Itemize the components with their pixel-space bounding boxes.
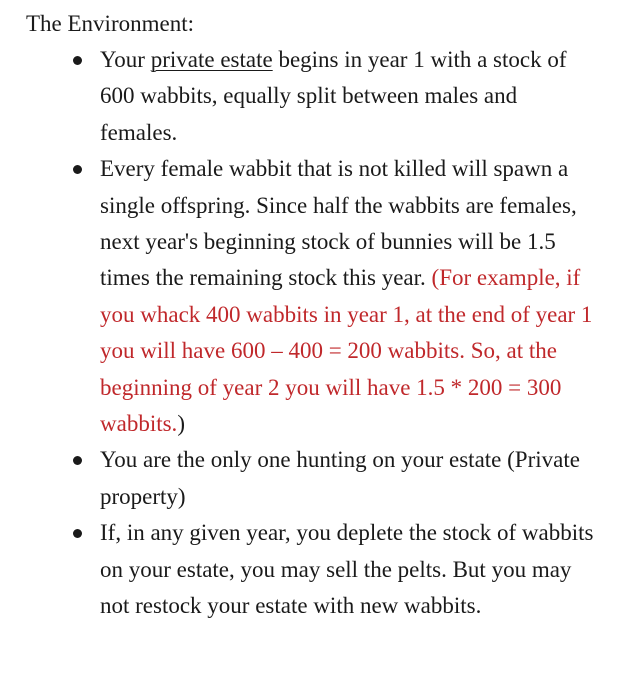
example-paren-open: (: [431, 265, 440, 291]
environment-bullet-list: [26, 42, 606, 625]
bullet-text-start: Your: [100, 47, 151, 72]
example-text: For example, if you whack 400 wabbits in year 1, at the end of year 1 you will have 600 – 400 = 200 wabbits. So, at the beginning of year 2 you will have 1.5 * 200 = 300 wabbits.: [100, 265, 593, 437]
bullet-text: You are the only one hunting on your estate (Private property): [100, 447, 580, 509]
bullet-dot-icon: [73, 56, 82, 65]
bullet-item-private-estate: [26, 42, 600, 151]
bullet-text: Every female wabbit that is not killed will spawn a single offspring. Since half the wabbits are females, next year's beginning stock of bunnies will be 1.5 times the remaining stock this year.: [100, 156, 577, 291]
private-estate-underlined: private estate: [150, 47, 273, 72]
section-heading: The Environment:: [26, 11, 194, 36]
example-paren-close: ): [177, 411, 185, 437]
bullet-text: If, in any given year, you deplete the stock of wabbits on your estate, you may sell the pelts. But you may not restock your estate with new wabbits.: [100, 520, 594, 619]
bullet-dot-icon: [73, 165, 82, 174]
bullet-item-deplete-stock: [26, 515, 600, 624]
bullet-dot-icon: [73, 456, 82, 465]
bullet-item-only-hunter: [26, 442, 600, 515]
bullet-item-offspring: [26, 151, 600, 442]
document: [26, 6, 606, 625]
bullet-text-end: begins in year 1 with a stock of 600 wabbits, equally split between males and females.: [100, 47, 567, 145]
bullet-dot-icon: [73, 529, 82, 538]
